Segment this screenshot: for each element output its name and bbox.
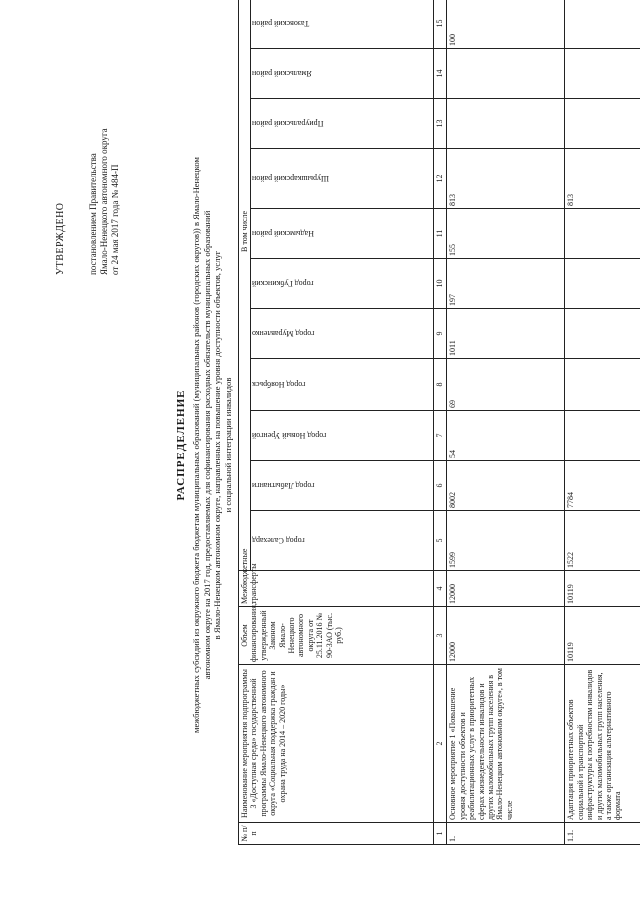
row-value: 197 [447, 259, 565, 309]
header-municipality: Приуральский район [251, 99, 434, 149]
row-value [565, 309, 640, 359]
document-heading [175, 45, 233, 845]
column-number-row: 1 2 3 4 5 6 7 8 9 10 11 12 13 14 15 [434, 0, 447, 845]
header-num: № п/п [239, 823, 434, 845]
header-municipality: Шурышкарский район [251, 149, 434, 209]
heading-line-3: в Ямало-Ненецком автономном округе, направленных на повышение уровня доступности объектов, услуг [212, 250, 222, 640]
header-transfers: Межбюджетные трансферты [239, 571, 434, 607]
approval-line-1: постановлением Правительства [88, 153, 98, 275]
header-including: В том числе [239, 0, 251, 571]
row-value: 1599 [447, 511, 565, 571]
header-municipality: город Губкинский [251, 259, 434, 309]
row-value [565, 49, 640, 99]
header-municipality: Ямальский район [251, 49, 434, 99]
distribution-table [238, 0, 640, 845]
approval-line-2: Ямало-Ненецкого автономного округа [99, 128, 109, 275]
header-municipality: город Лабытнанги [251, 461, 434, 511]
header-municipality: город Салехард [251, 511, 434, 571]
row-name: Адаптация приоритетных объектов социальной и транспортной инфраструктуры к потребностям инвалидов и других маломобильных групп населения, а также организация альтернативного формата [565, 665, 640, 823]
row-value [565, 259, 640, 309]
row-value [565, 99, 640, 149]
row-value [565, 411, 640, 461]
heading-line-4: и социальной интеграции инвалидов [222, 377, 233, 513]
row-value: 54 [447, 411, 565, 461]
document-title: РАСПРЕДЕЛЕНИЕ [175, 389, 187, 501]
approval-line-3: от 24 мая 2017 года № 484-П [110, 164, 120, 275]
row-value: 8002 [447, 461, 565, 511]
heading-line-1: межбюджетных субсидий из окружного бюджета бюджетам муниципальных образований (муниципальных районов (городских округов)) в Ямало-Ненецком [191, 157, 201, 733]
header-volume: Объем финансирования, утвержденный Законом Ямало-Ненецкого автономного округа от 25.11.2016 № 90-ЗАО (тыс. руб.) [239, 607, 434, 665]
header-municipality: город Новый Уренгой [251, 411, 434, 461]
row-num: 1.1. [565, 823, 640, 845]
row-value: 7784 [565, 461, 640, 511]
header-municipality: город Ноябрьск [251, 359, 434, 411]
row-value: 155 [447, 209, 565, 259]
row-value: 813 [447, 149, 565, 209]
row-value [565, 209, 640, 259]
row-name: Основное мероприятие 1 «Повышение уровня доступности объектов и реабилитационных услуг в приоритетных сферах жизнедеятельности инвалидов и других маломобильных групп населения в Ямало-Ненецком автономном округе», в том числе [447, 665, 565, 823]
row-value [565, 0, 640, 49]
row-value: 1522 [565, 511, 640, 571]
header-name: Наименование мероприятия подпрограммы 3 «Доступная среда» государственной программы Ямало-Ненецкого автономного округа «Социальная поддержка граждан и охрана труда на 2014 – 2020 годы» [239, 665, 434, 823]
row-value: 813 [565, 149, 640, 209]
row-volume: 12000 [447, 607, 565, 665]
row-num: 1. [447, 823, 565, 845]
row-value [447, 99, 565, 149]
approval-block [55, 65, 121, 275]
heading-line-2: автономном округе на 2017 год, предоставляемых для софинансирования расходных обязательств муниципальных образований [201, 210, 212, 680]
row-transfers: 10119 [565, 571, 640, 607]
row-value: 69 [447, 359, 565, 411]
row-value: 1011 [447, 309, 565, 359]
row-volume: 10119 [565, 607, 640, 665]
header-municipality: Тазовский район [251, 0, 434, 49]
header-municipality: Надымский район [251, 209, 434, 259]
row-value: 100 [447, 0, 565, 49]
approval-title: УТВЕРЖДЕНО [55, 202, 66, 275]
row-value [447, 49, 565, 99]
row-value [565, 359, 640, 411]
table-row [447, 0, 565, 845]
header-municipality: город Муравленко [251, 309, 434, 359]
row-transfers: 12000 [447, 571, 565, 607]
table-row [565, 0, 640, 845]
